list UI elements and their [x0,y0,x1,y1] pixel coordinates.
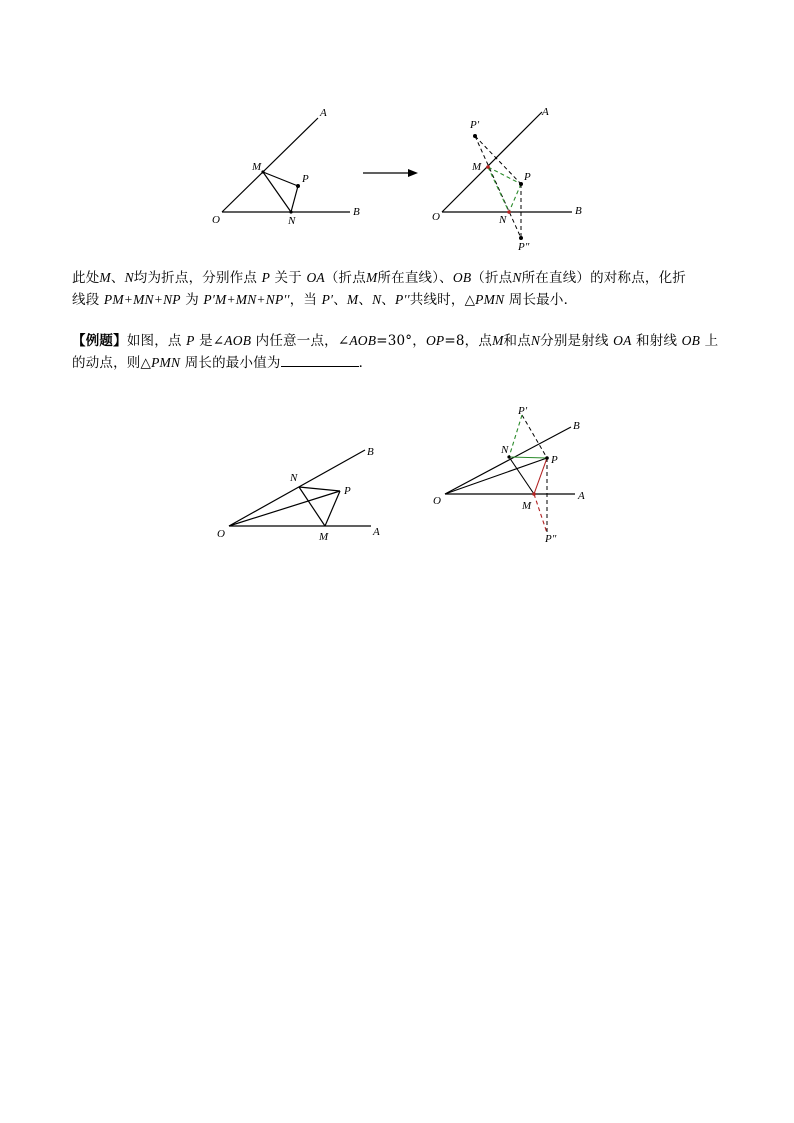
math-var: PMN [151,355,181,370]
text: 、 [110,270,125,286]
text: 此处 [72,270,100,286]
math-var: OB [452,270,472,285]
math-var: M [99,270,111,285]
text: 和点 [503,333,531,349]
fig2-right-label-N: N [501,444,509,456]
math-var: OP [425,333,445,348]
text: （折点 [471,270,513,286]
fig1-left-label-M: M [252,161,262,173]
math-var: M [365,270,378,285]
fig1-right-label-P-double-prime: P″ [518,241,530,253]
explanation-paragraph [72,267,732,311]
fig1-left-label-N: N [288,215,296,227]
text: 线段 [72,292,100,308]
fig1-left-label-A: A [320,107,327,119]
text: 是∠ [199,333,225,349]
fig2-left-label-O: O [217,528,225,540]
math-var: N [530,333,541,348]
figure-2 [205,405,625,555]
figure-1-right [442,112,572,238]
math-var: N [372,292,382,307]
fig2-right-label-O: O [433,495,441,507]
fig1-right-label-P: P [524,171,531,183]
fig1-left-label-O: O [212,214,220,226]
text: ． [358,355,373,371]
math-var: P′′ [395,292,410,307]
fig2-right-label-M: M [522,500,532,512]
math-expr: PM+MN+NP [103,292,181,307]
fig2-right-label-P-prime: P′ [518,405,528,417]
text: 上 [704,333,719,349]
text: △ [464,292,476,308]
text: ，当 [289,292,318,308]
text: △ [140,355,152,371]
text: （折点 [324,270,366,286]
math-var: OA [613,333,632,348]
text: 、 [381,292,395,308]
math-var: P [261,270,271,285]
fig1-right-label-O: O [432,211,440,223]
text: =8，点 [444,333,493,349]
text: 所在直线）、 [377,270,453,286]
text: 周长最小． [508,292,578,308]
text: 内任意一点，∠ [255,333,350,349]
text: 为 [185,292,199,308]
math-var: M [492,333,504,348]
fig1-right-label-B: B [575,205,582,217]
math-var: OA [306,270,325,285]
text: 周长的最小值为 [184,355,281,371]
fig1-left-label-B: B [353,206,360,218]
fig1-right-label-A: A [542,106,549,118]
fig1-right-label-N: N [499,214,507,226]
figure-1 [200,100,620,260]
fig2-right-label-P: P [551,454,558,466]
fig2-left-label-N: N [290,472,298,484]
text: 如图，点 [126,333,182,349]
text: 、 [333,292,347,308]
text: 分别是射线 [540,333,609,349]
math-var: M [346,292,359,307]
math-var: OB [681,333,701,348]
text: 所在直线）的对称点，化折 [521,270,687,286]
math-var: PMN [475,292,505,307]
math-var: N [124,270,134,285]
fig2-left-label-M: M [319,531,329,543]
math-var: AOB [224,333,252,348]
text: 的动点，则 [72,355,141,371]
fig2-left-label-B: B [367,446,374,458]
fig2-left-label-A: A [373,526,380,538]
example-problem [72,330,732,374]
text: 和射线 [636,333,678,349]
figure-1-left [222,118,350,212]
math-var: N [512,270,522,285]
answer-blank[interactable] [281,354,359,367]
figure-2-right [445,415,575,533]
fig1-left-label-P: P [302,173,309,185]
fig2-left-label-P: P [344,485,351,497]
math-var: P [186,333,195,348]
fig2-right-label-B: B [573,420,580,432]
text: 、 [358,292,373,308]
fig2-right-label-P-double-prime: P″ [545,533,557,545]
text: 关于 [274,270,302,286]
example-tag: 【例题】 [72,333,127,349]
fig2-right-label-A: A [578,490,585,502]
fig1-right-label-M: M [472,161,482,173]
math-var: P′ [321,292,334,307]
text: 共线时， [409,292,465,308]
fig1-right-label-P-prime: P′ [470,119,480,131]
text: =30°， [376,333,426,349]
math-expr: P′M+MN+NP′′ [203,292,290,307]
math-var: AOB [349,333,377,348]
text: 均为折点，分别作点 [133,270,258,286]
arrow-icon [363,169,418,177]
